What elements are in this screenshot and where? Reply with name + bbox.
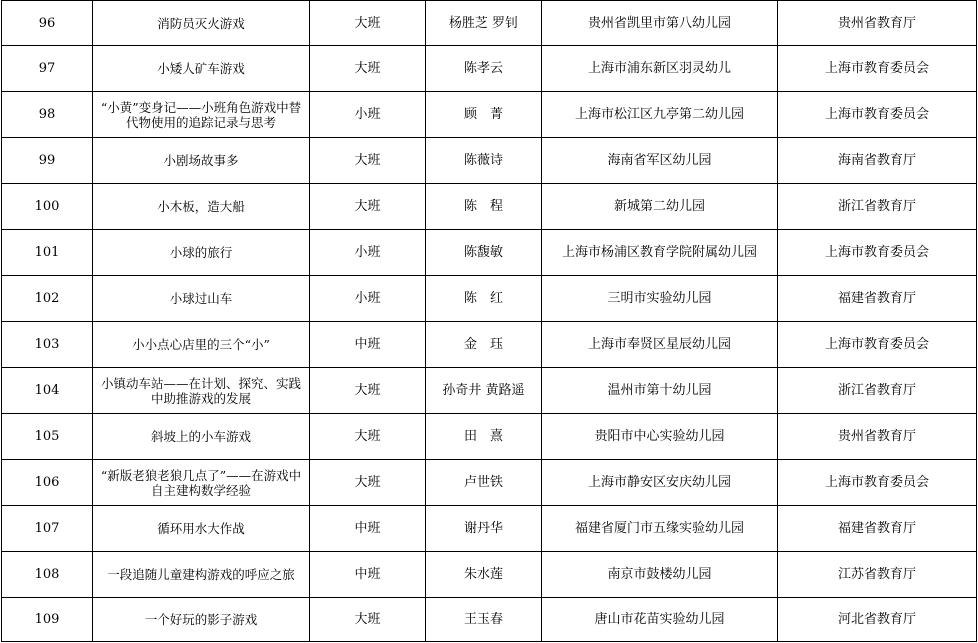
cell-school: 三明市实验幼儿园 xyxy=(542,276,778,322)
cell-authors: 杨胜芝 罗钊 xyxy=(426,1,542,46)
cell-title: 小球过山车 xyxy=(93,276,310,322)
awards-table-body xyxy=(2,1,977,642)
table-row xyxy=(2,460,977,506)
cell-authors: 陈馥敏 xyxy=(426,230,542,276)
cell-school: 新城第二幼儿园 xyxy=(542,184,778,230)
cell-school: 南京市鼓楼幼儿园 xyxy=(542,552,778,598)
cell-school: 上海市浦东新区羽灵幼儿 xyxy=(542,46,778,92)
cell-authors: 卢世铁 xyxy=(426,460,542,506)
cell-unit: 上海市教育委员会 xyxy=(778,92,977,138)
cell-authors: 金 珏 xyxy=(426,322,542,368)
cell-title: 一段追随儿童建构游戏的呼应之旅 xyxy=(93,552,310,598)
cell-number: 103 xyxy=(2,322,93,368)
cell-school: 贵州省凯里市第八幼儿园 xyxy=(542,1,778,46)
cell-class: 大班 xyxy=(310,138,426,184)
cell-class: 大班 xyxy=(310,1,426,46)
table-row xyxy=(2,276,977,322)
cell-number: 97 xyxy=(2,46,93,92)
cell-title: “小黄”变身记——小班角色游戏中替代物使用的追踪记录与思考 xyxy=(93,92,310,138)
cell-title: “新版老狼老狼几点了”——在游戏中自主建构数学经验 xyxy=(93,460,310,506)
cell-unit: 河北省教育厅 xyxy=(778,598,977,642)
cell-authors: 谢丹华 xyxy=(426,506,542,552)
cell-school: 温州市第十幼儿园 xyxy=(542,368,778,414)
table-row xyxy=(2,414,977,460)
cell-school: 上海市奉贤区星辰幼儿园 xyxy=(542,322,778,368)
cell-number: 108 xyxy=(2,552,93,598)
cell-authors: 陈 红 xyxy=(426,276,542,322)
cell-title: 一个好玩的影子游戏 xyxy=(93,598,310,642)
cell-school: 上海市松江区九亭第二幼儿园 xyxy=(542,92,778,138)
cell-class: 小班 xyxy=(310,276,426,322)
table-row xyxy=(2,184,977,230)
cell-unit: 贵州省教育厅 xyxy=(778,414,977,460)
cell-unit: 福建省教育厅 xyxy=(778,276,977,322)
cell-authors: 王玉春 xyxy=(426,598,542,642)
cell-authors: 孙奇井 黄路遥 xyxy=(426,368,542,414)
table-row xyxy=(2,46,977,92)
cell-number: 99 xyxy=(2,138,93,184)
cell-class: 中班 xyxy=(310,552,426,598)
cell-number: 100 xyxy=(2,184,93,230)
table-row xyxy=(2,368,977,414)
cell-unit: 海南省教育厅 xyxy=(778,138,977,184)
table-row xyxy=(2,138,977,184)
cell-authors: 陈薇诗 xyxy=(426,138,542,184)
cell-title: 小镇动车站——在计划、探究、实践中助推游戏的发展 xyxy=(93,368,310,414)
cell-title: 循环用水大作战 xyxy=(93,506,310,552)
cell-title: 小剧场故事多 xyxy=(93,138,310,184)
cell-class: 小班 xyxy=(310,230,426,276)
table-row xyxy=(2,506,977,552)
cell-school: 上海市杨浦区教育学院附属幼儿园 xyxy=(542,230,778,276)
cell-school: 福建省厦门市五缘实验幼儿园 xyxy=(542,506,778,552)
cell-unit: 浙江省教育厅 xyxy=(778,368,977,414)
cell-unit: 上海市教育委员会 xyxy=(778,460,977,506)
cell-number: 101 xyxy=(2,230,93,276)
cell-class: 中班 xyxy=(310,506,426,552)
table-row xyxy=(2,1,977,46)
cell-title: 小木板，造大船 xyxy=(93,184,310,230)
cell-class: 大班 xyxy=(310,598,426,642)
cell-number: 106 xyxy=(2,460,93,506)
cell-authors: 陈 程 xyxy=(426,184,542,230)
table-row xyxy=(2,552,977,598)
cell-class: 大班 xyxy=(310,414,426,460)
cell-authors: 陈孝云 xyxy=(426,46,542,92)
cell-title: 小矮人矿车游戏 xyxy=(93,46,310,92)
cell-number: 109 xyxy=(2,598,93,642)
cell-authors: 田 熹 xyxy=(426,414,542,460)
cell-school: 海南省军区幼儿园 xyxy=(542,138,778,184)
cell-unit: 上海市教育委员会 xyxy=(778,322,977,368)
cell-number: 104 xyxy=(2,368,93,414)
cell-unit: 贵州省教育厅 xyxy=(778,1,977,46)
table-row xyxy=(2,92,977,138)
cell-unit: 上海市教育委员会 xyxy=(778,230,977,276)
cell-class: 大班 xyxy=(310,46,426,92)
cell-class: 大班 xyxy=(310,184,426,230)
cell-class: 小班 xyxy=(310,92,426,138)
cell-title: 小小点心店里的三个“小” xyxy=(93,322,310,368)
cell-school: 上海市静安区安庆幼儿园 xyxy=(542,460,778,506)
cell-class: 大班 xyxy=(310,368,426,414)
cell-number: 96 xyxy=(2,1,93,46)
cell-title: 小球的旅行 xyxy=(93,230,310,276)
cell-unit: 浙江省教育厅 xyxy=(778,184,977,230)
table-row xyxy=(2,598,977,642)
awards-table xyxy=(1,0,977,642)
cell-authors: 朱水莲 xyxy=(426,552,542,598)
cell-class: 大班 xyxy=(310,460,426,506)
cell-number: 105 xyxy=(2,414,93,460)
cell-class: 中班 xyxy=(310,322,426,368)
cell-number: 107 xyxy=(2,506,93,552)
cell-unit: 江苏省教育厅 xyxy=(778,552,977,598)
table-row xyxy=(2,322,977,368)
cell-school: 唐山市花苗实验幼儿园 xyxy=(542,598,778,642)
cell-title: 斜坡上的小车游戏 xyxy=(93,414,310,460)
cell-unit: 上海市教育委员会 xyxy=(778,46,977,92)
cell-number: 98 xyxy=(2,92,93,138)
cell-unit: 福建省教育厅 xyxy=(778,506,977,552)
table-row xyxy=(2,230,977,276)
cell-authors: 顾 菁 xyxy=(426,92,542,138)
cell-school: 贵阳市中心实验幼儿园 xyxy=(542,414,778,460)
cell-title: 消防员灭火游戏 xyxy=(93,1,310,46)
cell-number: 102 xyxy=(2,276,93,322)
